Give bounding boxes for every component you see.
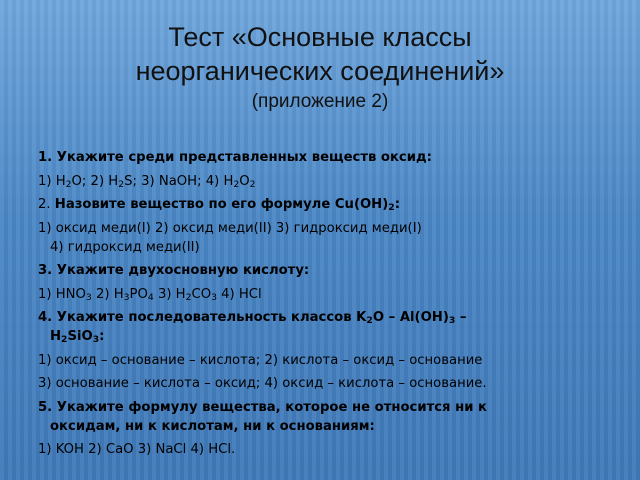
answers-2-line-1: 1) оксид меди(I) 2) оксид меди(II) 3) гидроксид меди(I) <box>38 220 422 236</box>
answers-2-line-2: 4) гидроксид меди(II) <box>50 239 200 255</box>
answers-4-line-1: 1) оксид – основание – кислота; 2) кислота – оксид – основание <box>38 352 483 368</box>
subscript: 3 <box>123 291 130 303</box>
question-text: 4. Укажите последовательность классов K <box>38 310 367 325</box>
answer-text: 3) H <box>153 286 186 302</box>
answer-text: 1) HNO <box>38 286 86 302</box>
answer-text: S; 3) NaOH; 4) H <box>124 173 234 189</box>
subscript: 2 <box>249 178 256 190</box>
test-content <box>38 148 618 464</box>
question-5-line-2: оксидам, ни к кислотам, ни к основаниям: <box>50 418 375 434</box>
subscript: 3 <box>448 315 456 326</box>
subscript: 3 <box>85 291 92 303</box>
title-line-2: неорганических соединений» <box>135 56 505 86</box>
subscript: 2 <box>118 178 125 190</box>
question-5 <box>38 398 618 436</box>
answers-4-line-2: 3) основание – кислота – оксид; 4) оксид – кислота – основание. <box>38 376 487 391</box>
answer-text: O; 2) H <box>71 173 119 189</box>
answer-text: O <box>239 173 250 189</box>
answers-1 <box>38 172 618 191</box>
slide-title <box>0 20 640 88</box>
subscript: 2 <box>61 334 68 345</box>
answer-text: 1) H <box>38 173 66 189</box>
answer-text: 2) H <box>91 286 124 302</box>
answers-2 <box>38 219 618 257</box>
subscript: 2 <box>65 178 72 190</box>
title-line-1: Тест «Основные классы <box>168 22 472 52</box>
subscript: 4 <box>147 291 154 303</box>
question-text: H <box>50 329 62 344</box>
slide-header <box>0 20 640 114</box>
answers-5: 1) KOH 2) CaO 3) NaCl 4) HCl. <box>38 442 236 457</box>
answers-3 <box>38 285 618 304</box>
subscript: 2 <box>388 202 395 213</box>
question-text: O – Al(OH) <box>372 310 449 325</box>
subscript: 2 <box>185 291 192 303</box>
question-4 <box>38 308 618 346</box>
question-number: 2. <box>38 197 55 212</box>
question-end: : <box>394 197 400 212</box>
question-2 <box>38 195 618 214</box>
question-text: Назовите вещество по его формуле Cu(OH) <box>54 197 389 212</box>
slide-subtitle: (приложение 2) <box>251 91 389 112</box>
question-1: 1. Укажите среди представленных веществ оксид: <box>38 150 432 165</box>
answer-text: 4) HCl <box>216 286 262 302</box>
question-3: 3. Укажите двухосновную кислоту: <box>38 263 310 278</box>
question-text: : <box>99 329 105 344</box>
subscript: 2 <box>233 178 240 190</box>
question-text: – <box>455 310 467 325</box>
answer-text: PO <box>129 286 148 302</box>
question-5-line-1: 5. Укажите формулу вещества, которое не относится ни к <box>38 399 487 415</box>
answer-text: CO <box>191 286 212 302</box>
question-text: SiO <box>67 329 93 344</box>
subscript: 2 <box>366 315 373 326</box>
subscript: 3 <box>211 291 217 303</box>
subscript: 3 <box>92 334 100 345</box>
